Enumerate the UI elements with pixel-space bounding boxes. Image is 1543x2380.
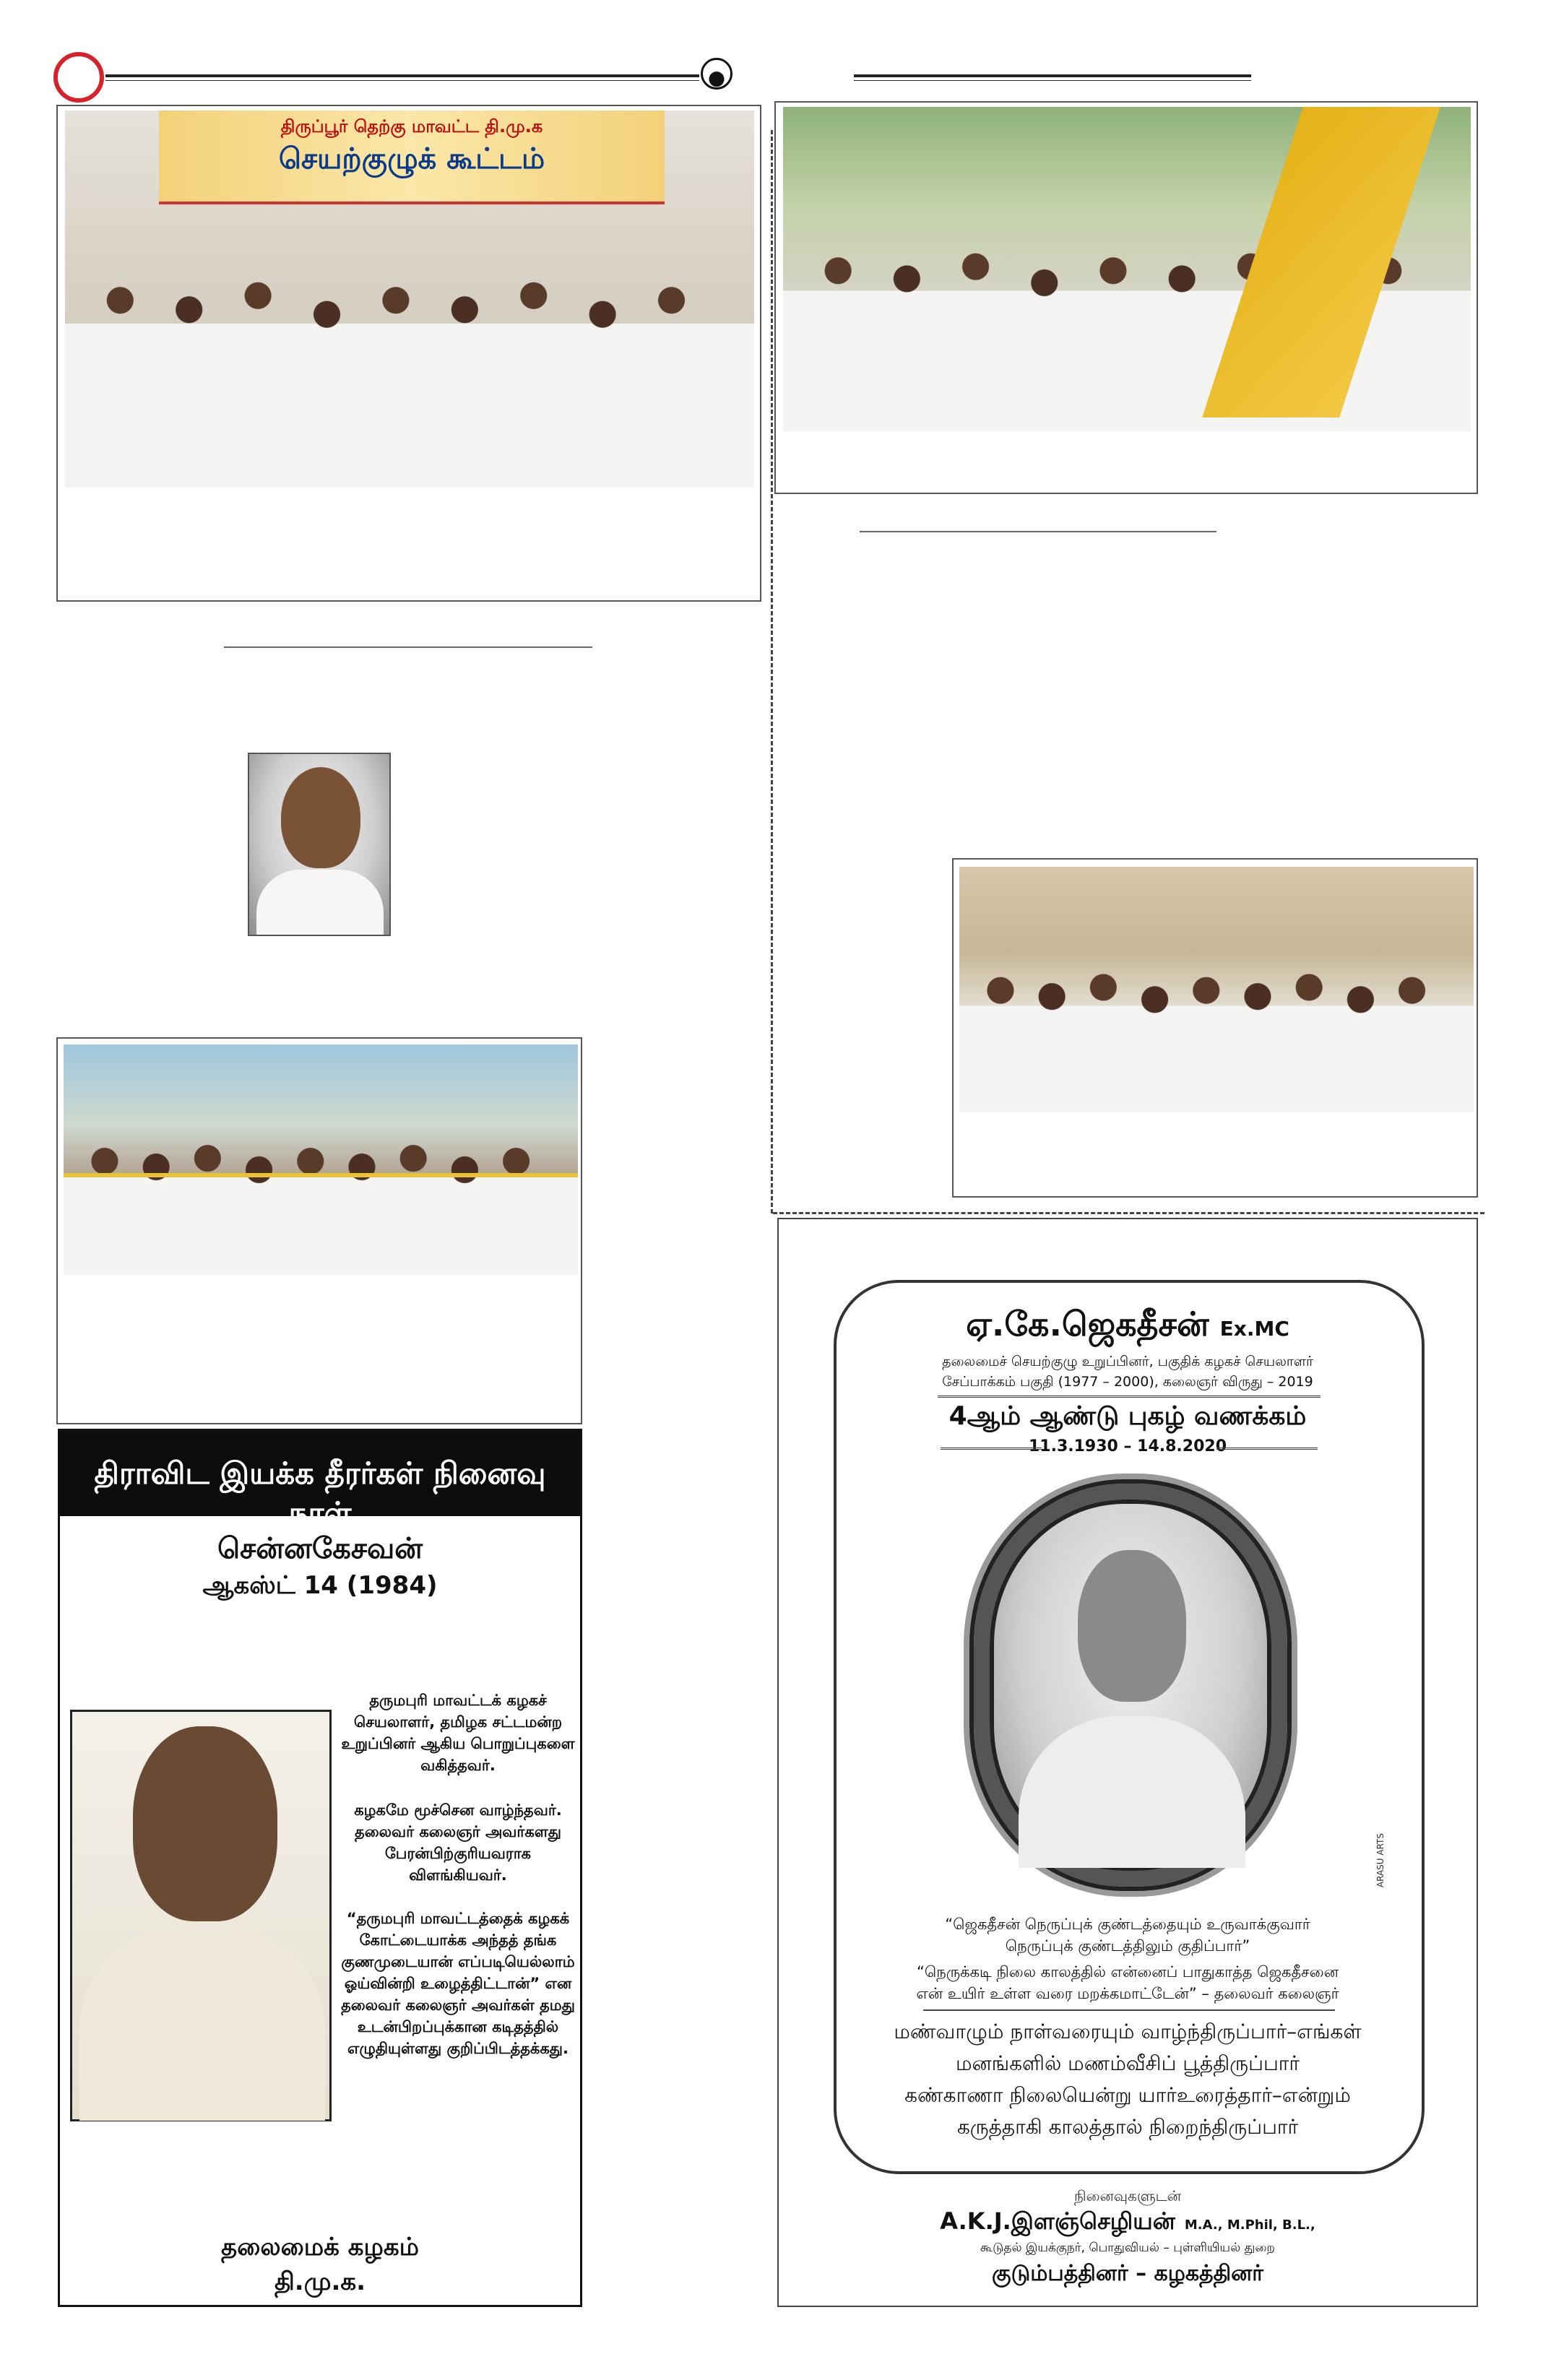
memorial-left-footer2: தி.மு.க.	[274, 2267, 366, 2296]
circle-logo-icon	[58, 56, 100, 98]
memorial-left-header	[60, 1431, 580, 1531]
memorial-right-quote2a: “நெருக்கடி நிலை காலத்தில் என்னைப் பாதுகாத்த ஜெகதீசனை	[917, 1963, 1339, 1981]
memorial-right-verse2: மனங்களில் மணம்வீசிப் பூத்திருப்பார்	[955, 2051, 1300, 2075]
memorial-left-para2: கழகமே மூச்சென வாழ்ந்தவர். தலைவர் கலைஞர் அவர்களது பேரன்பிற்குரியவராக விளங்கியவர்.	[354, 1801, 562, 1884]
banner-line1: திருப்பூர் தெற்கு மாவட்ட தி.மு.க	[280, 116, 543, 137]
masthead-rule-right	[854, 74, 1251, 77]
memorial-right-verse1: மண்வாழும் நாள்வரையும் வாழ்ந்திருப்பார்–எங்கள்	[894, 2020, 1362, 2043]
photo-frame-groundbreaking	[774, 101, 1478, 494]
memorial-right	[777, 1218, 1478, 2307]
memorial-right-quote1b: நெருப்புக் குண்டத்திலும் குதிப்பார்”	[1005, 1937, 1250, 1955]
headline-rule-1	[224, 646, 592, 648]
portrait-small	[248, 753, 391, 936]
memorial-right-subtitle1: தலைமைச் செயற்குழு உறுப்பினர், பகுதிக் கழகச் செயலாளர்	[942, 1354, 1313, 1369]
memorial-left-shirt	[79, 1929, 325, 2121]
portrait-shirt	[256, 870, 384, 935]
memorial-right-quote2b: என் உயிர் உள்ள வரை மறக்கமாட்டேன்” – தலைவர் கலைஞர்	[916, 1985, 1339, 2002]
masthead-rule-left	[105, 74, 699, 77]
memorial-left-header-text: திராவிட இயக்க தீரர்கள் நினைவு நாள்	[94, 1455, 546, 1531]
memorial-right-suffix: Ex.MC	[1219, 1317, 1289, 1341]
meeting-photo	[65, 111, 754, 488]
section-divider	[773, 1212, 1484, 1214]
gathering-photo	[959, 867, 1474, 1112]
memorial-right-sender-degrees: M.A., M.Phil, B.L.,	[1184, 2217, 1315, 2233]
memorial-right-portrait	[974, 1484, 1287, 1887]
memorial-right-quote1a: “ஜெகதீசன் நெருப்புக் குண்டத்தையும் உருவாக்குவார்	[945, 1916, 1310, 1933]
memorial-right-from-label: நினைவுகளுடன்	[1074, 2187, 1181, 2204]
memorial-left-footer1: தலைமைக் கழகம்	[221, 2233, 419, 2262]
memorial-left-para1: தருமபுரி மாவட்டக் கழகச் செயலாளர், தமிழக சட்டமன்ற உறுப்பினர் ஆகிய பொறுப்புகளை வகித்தவர்.	[341, 1692, 575, 1774]
memorial-right-dates: 11.3.1930 – 14.8.2020	[1028, 1437, 1227, 1455]
memorial-right-verse-rule	[923, 2009, 1335, 2011]
memorial-right-subtitle2: சேப்பாக்கம் பகுதி (1977 – 2000), கலைஞர் விருது – 2019	[942, 1374, 1313, 1390]
memorial-right-sender: A.K.J.இளஞ்செழியன்	[940, 2207, 1175, 2235]
ribbon-photo	[64, 1044, 578, 1276]
memorial-left-name: சென்னகேசவன்	[217, 1532, 423, 1565]
memorial-right-name: ஏ.கே.ஜெகதீசன்	[966, 1304, 1209, 1343]
memorial-left	[58, 1429, 582, 2307]
gathering-crowd	[959, 960, 1474, 1112]
memorial-right-title-rule	[938, 1395, 1321, 1398]
ribbon-crowd	[64, 1133, 578, 1276]
memorial-right-sender-row	[779, 2207, 1477, 2238]
memorial-right-verse4: கருத்தாகி காலத்தால் நிறைந்திருப்பார்	[956, 2115, 1299, 2139]
memorial-right-verse3: கண்காணா நிலையென்று யார்உரைத்தார்–என்றும்	[904, 2083, 1351, 2107]
photo-frame-meeting	[56, 105, 761, 602]
memorial-right-name-row	[779, 1304, 1477, 1349]
memorial-right-face	[1078, 1550, 1186, 1702]
masthead-rule-left-thin	[105, 80, 699, 81]
headline-rule-2	[860, 531, 1216, 532]
memorial-right-shirt	[1019, 1716, 1245, 1868]
memorial-right-title: 4ஆம் ஆண்டு புகழ் வணக்கம்	[948, 1401, 1307, 1431]
rising-sun-emblem-icon	[701, 58, 732, 90]
memorial-left-para3: “தருமபுரி மாவட்டத்தைக் கழகக் கோட்டையாக்க அந்தத் தங்க குணமுடையான் எப்படியெல்லாம் ஓய்வின்றி உழைத்திட்டான்” என தலைவர் கலைஞர் அவர்கள் தமது உடன்பிறப்புக்கான கடிதத்தில் எழுதியுள்ளது குறிப்பிடத்தக்கது.	[341, 1910, 575, 2057]
masthead-rule-right-thin	[854, 80, 1251, 81]
memorial-right-sender-role: கூடுதல் இயக்குநர், பொதுவியல் – புள்ளியியல் துறை	[980, 2241, 1275, 2255]
ribbon	[64, 1173, 578, 1177]
banner-line2: செயற்குழுக் கூட்டம்	[278, 142, 545, 176]
column-divider	[771, 130, 773, 1213]
memorial-right-dates-rule-left	[941, 1448, 1042, 1450]
memorial-left-photo	[70, 1710, 332, 2121]
masthead-logo	[53, 52, 104, 103]
memorial-right-studio: ARASU ARTS	[1375, 1833, 1386, 1888]
meeting-banner	[159, 111, 665, 204]
memorial-left-face	[133, 1726, 277, 1921]
memorial-left-date: ஆகஸ்ட் 14 (1984)	[202, 1571, 438, 1600]
portrait-face	[281, 767, 360, 868]
memorial-right-family: குடும்பத்தினர் – கழகத்தினர்	[992, 2261, 1263, 2286]
groundbreaking-photo	[783, 107, 1471, 432]
memorial-right-dates-rule-right	[1216, 1448, 1318, 1450]
photo-frame-gathering	[952, 858, 1478, 1198]
meeting-crowd	[65, 254, 754, 488]
photo-frame-ribbon	[56, 1037, 582, 1424]
